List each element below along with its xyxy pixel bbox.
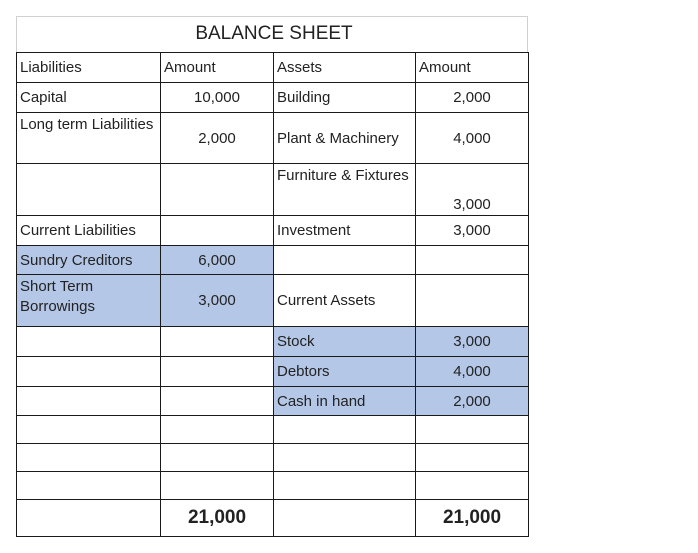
liability-amount-cell[interactable] bbox=[161, 387, 274, 416]
asset-amount-cell[interactable]: 3,000 bbox=[416, 216, 529, 246]
total-liabilities[interactable]: 21,000 bbox=[161, 500, 274, 537]
table-row bbox=[17, 327, 529, 357]
liability-amount-cell[interactable] bbox=[161, 327, 274, 357]
asset-amount-cell[interactable]: 3,000 bbox=[416, 164, 529, 216]
asset-amount-cell[interactable]: 2,000 bbox=[416, 387, 529, 416]
header-row bbox=[17, 53, 529, 83]
table-row bbox=[17, 472, 529, 500]
table-row bbox=[17, 164, 529, 216]
header-assets[interactable]: Assets bbox=[274, 53, 416, 83]
asset-cell[interactable] bbox=[274, 416, 416, 444]
asset-cell[interactable]: Plant & Machinery bbox=[274, 113, 416, 164]
liability-amount-cell[interactable] bbox=[161, 357, 274, 387]
liability-amount-cell[interactable]: 10,000 bbox=[161, 83, 274, 113]
liability-amount-cell[interactable] bbox=[161, 164, 274, 216]
asset-amount-cell[interactable]: 4,000 bbox=[416, 357, 529, 387]
asset-cell[interactable] bbox=[274, 472, 416, 500]
liability-amount-cell[interactable]: 2,000 bbox=[161, 113, 274, 164]
liability-cell[interactable]: Sundry Creditors bbox=[17, 246, 161, 275]
table-row bbox=[17, 275, 529, 327]
table-row bbox=[17, 216, 529, 246]
table-row bbox=[17, 444, 529, 472]
asset-amount-cell[interactable] bbox=[416, 416, 529, 444]
liability-amount-cell[interactable] bbox=[161, 416, 274, 444]
liability-cell[interactable] bbox=[17, 416, 161, 444]
liability-cell[interactable]: Current Liabilities bbox=[17, 216, 161, 246]
header-assets-amount[interactable]: Amount bbox=[416, 53, 529, 83]
liability-amount-cell[interactable] bbox=[161, 444, 274, 472]
table-row bbox=[17, 387, 529, 416]
asset-amount-cell[interactable]: 3,000 bbox=[416, 327, 529, 357]
liability-cell[interactable] bbox=[17, 164, 161, 216]
asset-amount-cell[interactable]: 4,000 bbox=[416, 113, 529, 164]
asset-cell[interactable]: Stock bbox=[274, 327, 416, 357]
totals-blank-cell[interactable] bbox=[17, 500, 161, 537]
table-row bbox=[17, 246, 529, 275]
asset-amount-cell[interactable] bbox=[416, 472, 529, 500]
header-liabilities-amount[interactable]: Amount bbox=[161, 53, 274, 83]
liability-cell[interactable] bbox=[17, 472, 161, 500]
liability-cell[interactable]: Long term Liabilities bbox=[17, 113, 161, 164]
liability-amount-cell[interactable]: 6,000 bbox=[161, 246, 274, 275]
asset-cell[interactable]: Cash in hand bbox=[274, 387, 416, 416]
liability-amount-cell[interactable]: 3,000 bbox=[161, 275, 274, 327]
header-liabilities[interactable]: Liabilities bbox=[17, 53, 161, 83]
asset-amount-cell[interactable] bbox=[416, 246, 529, 275]
liability-cell[interactable] bbox=[17, 444, 161, 472]
asset-amount-cell[interactable]: 2,000 bbox=[416, 83, 529, 113]
asset-cell[interactable]: Current Assets bbox=[274, 275, 416, 327]
table-row bbox=[17, 416, 529, 444]
asset-cell[interactable]: Building bbox=[274, 83, 416, 113]
liability-amount-cell[interactable] bbox=[161, 472, 274, 500]
sheet-title: BALANCE SHEET bbox=[16, 16, 528, 52]
balance-sheet bbox=[16, 16, 528, 536]
liability-cell[interactable] bbox=[17, 327, 161, 357]
liability-amount-cell[interactable] bbox=[161, 216, 274, 246]
balance-sheet-table bbox=[16, 52, 529, 537]
liability-cell[interactable]: Capital bbox=[17, 83, 161, 113]
asset-amount-cell[interactable] bbox=[416, 275, 529, 327]
liability-cell[interactable] bbox=[17, 357, 161, 387]
asset-cell[interactable] bbox=[274, 246, 416, 275]
asset-amount-cell[interactable] bbox=[416, 444, 529, 472]
asset-cell[interactable] bbox=[274, 444, 416, 472]
asset-cell[interactable]: Furniture & Fixtures bbox=[274, 164, 416, 216]
table-row bbox=[17, 83, 529, 113]
totals-row bbox=[17, 500, 529, 537]
asset-cell[interactable]: Investment bbox=[274, 216, 416, 246]
table-row bbox=[17, 357, 529, 387]
totals-blank-cell[interactable] bbox=[274, 500, 416, 537]
total-assets[interactable]: 21,000 bbox=[416, 500, 529, 537]
table-row bbox=[17, 113, 529, 164]
liability-cell[interactable] bbox=[17, 387, 161, 416]
liability-cell[interactable]: Short Term Borrowings bbox=[17, 275, 161, 327]
asset-cell[interactable]: Debtors bbox=[274, 357, 416, 387]
